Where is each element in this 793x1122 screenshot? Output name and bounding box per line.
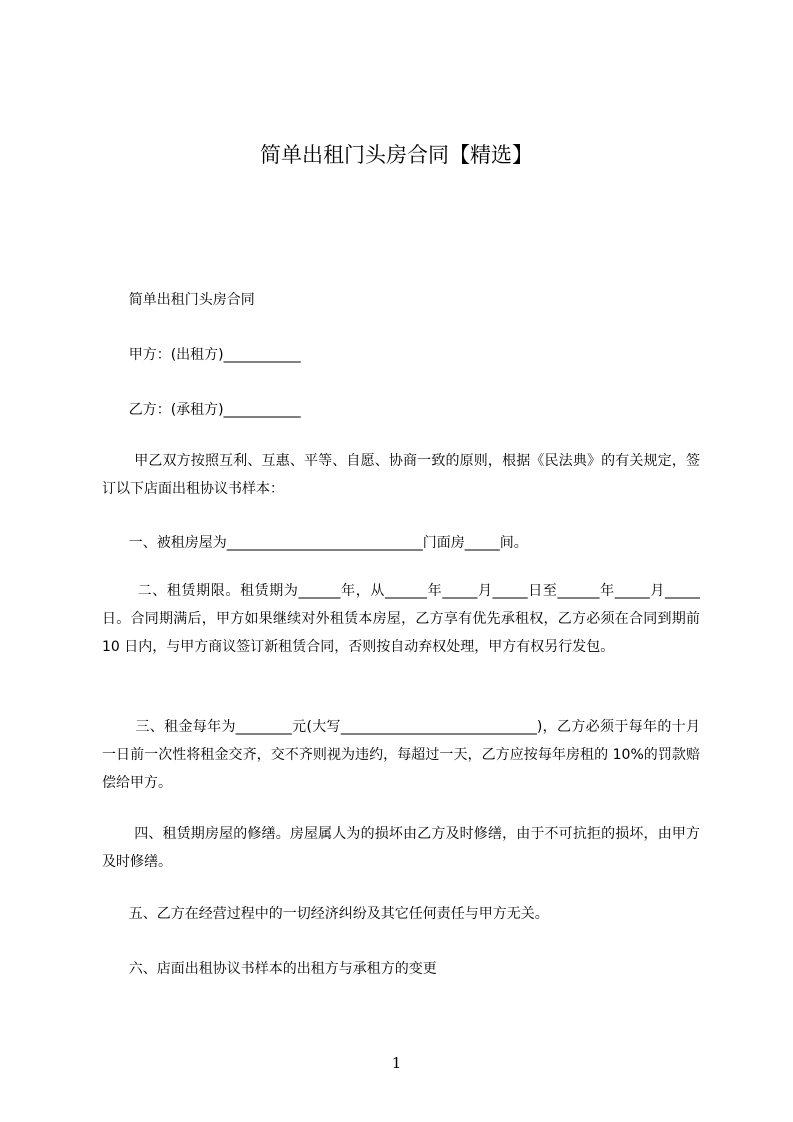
clause-6: 六、店面出租协议书样本的出租方与承租方的变更 [102, 961, 437, 977]
intro-paragraph: 甲乙双方按照互利、互惠、平等、自愿、协商一致的原则，根据《民法典》的有关规定，签订以下店面出租协议书样本： [102, 453, 701, 497]
page-number: 1 [391, 1054, 402, 1072]
clause-5: 五、乙方在经营过程中的一切经济纠纷及其它任何责任与甲方无关。 [102, 906, 549, 922]
clause-4: 四、租赁期房屋的修缮。房屋属人为的损坏由乙方及时修缮，由于不可抗拒的损坏，由甲方及时修缮。 [102, 826, 701, 870]
party-a-line: 甲方：(出租方)___________ [102, 347, 301, 363]
party-b-line: 乙方：(承租方)___________ [102, 402, 301, 418]
clause-3: 三、租金每年为________元(大写____________________________)，乙方必须于每年的十月一日前一次性将租金交齐，交不齐则视为违约，每超过一天，乙方应按每年房租的 10%的罚款赔偿给甲方。 [102, 719, 700, 791]
clause-2: 二、租赁期限。租赁期为______年，从______年_____月_____日至______年_____月_____日。合同期满后，甲方如果继续对外租赁本房屋，乙方享有优先承租权，乙方必须在合同到期前 10 日内，与甲方商议签订新租赁合同，否则按自动弃权处理，甲方有权另行发包。 [102, 583, 705, 655]
clause-1: 一、被租房屋为____________________________门面房_____间。 [102, 535, 528, 551]
contract-subtitle: 简单出租门头房合同 [102, 292, 255, 308]
document-title: 简单出租门头房合同【精选】 [260, 143, 533, 167]
